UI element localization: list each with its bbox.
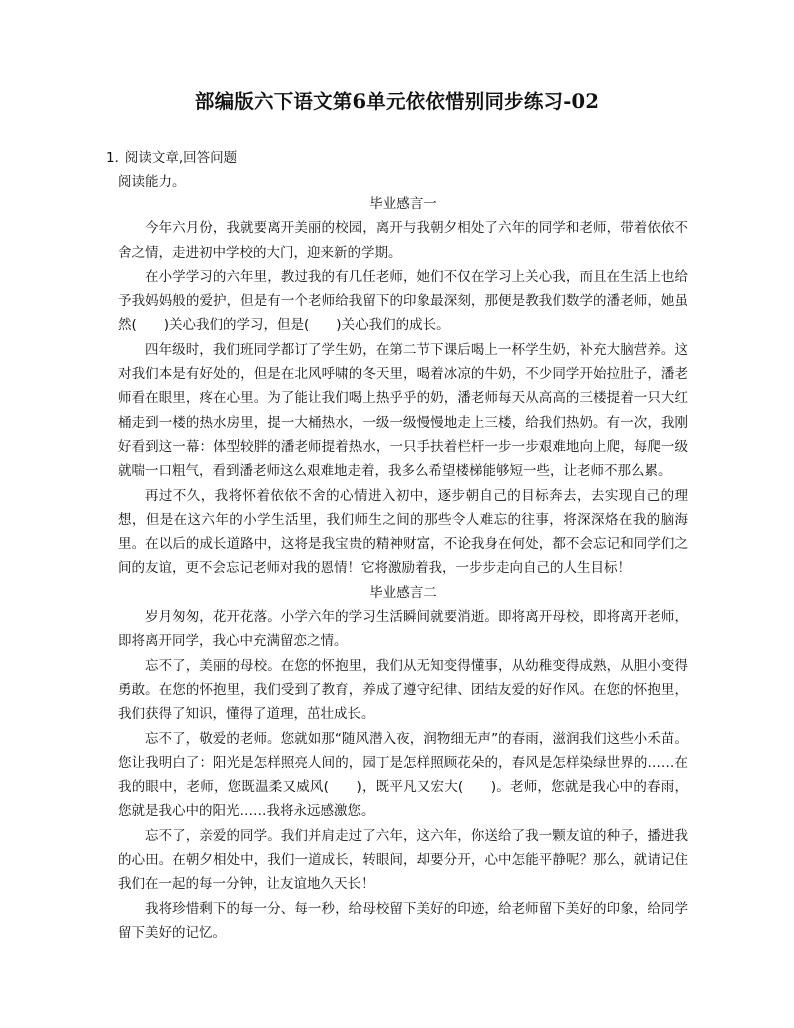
paragraph: 岁月匆匆，花开花落。小学六年的学习生活瞬间就要消逝。即将离开母校，即将离开老师，即将离开同学，我心中充满留恋之情。 xyxy=(118,609,688,650)
paragraph: 四年级时，我们班同学都订了学生奶，在第二节下课后喝上一杯学生奶，补充大脑营养。这对我们本是有好处的，但是在北风呼啸的冬天里，喝着冰凉的牛奶，不少同学开始拉肚子，潘老师看在眼里，疼在心里。为了能让我们喝上热乎乎的奶，潘老师每天从高高的三楼提着一只大红桶走到一楼的热水房里，提一大桶热水，一级一级慢慢地走上三楼，给我们热奶。有一次，我刚好看到这一幕：体型较胖的潘老师提着热水，一只手扶着栏杆一步一步艰难地向上爬，每爬一级就喘一口粗气，看到潘老师这么艰难地走着，我多么希望楼梯能够短一些，让老师不那么累。 xyxy=(118,341,688,480)
paragraph: 忘不了，亲爱的同学。我们并肩走过了六年，这六年，你送给了我一颗友谊的种子，播进我的心田。在朝夕相处中，我们一道成长，转眼间，却要分开，心中怎能平静呢？那么，就请记住我们在一起的每一分钟，让友谊地久天长！ xyxy=(118,827,688,893)
question-intro: 阅读能力。 xyxy=(118,174,186,190)
page-title: 部编版六下语文第6单元依依惜别同步练习-02 xyxy=(194,90,600,113)
paragraph: 我将珍惜剩下的每一分、每一秒，给母校留下美好的印迹，给老师留下美好的印象，给同学留下美好的记忆。 xyxy=(118,900,688,941)
paragraph: 再过不久，我将怀着依依不舍的心情进入初中，逐步朝自己的目标奔去，去实现自己的理想，但是在这六年的小学生活里，我们师生之间的那些令人难忘的往事，将深深烙在我的脑海里。在以后的成长道路中，这将是我宝贵的精神财富，不论我身在何处，都不会忘记和同学们之间的友谊，更不会忘记老师对我的恩情！它将激励着我，一步步走向自己的人生目标！ xyxy=(118,487,688,577)
question-number: 1. xyxy=(106,150,119,166)
paragraph: 忘不了，美丽的母校。在您的怀抱里，我们从无知变得懂事，从幼稚变得成熟，从胆小变得勇敢。在您的怀抱里，我们受到了教育，养成了遵守纪律、团结友爱的好作风。在您的怀抱里，我们获得了知识，懂得了道理，茁壮成长。 xyxy=(118,657,688,723)
section-heading: 毕业感言一 xyxy=(369,196,437,212)
paragraph: 今年六月份，我就要离开美丽的校园，离开与我朝夕相处了六年的同学和老师，带着依依不舍之情，走进初中学校的大门，迎来新的学期。 xyxy=(118,220,688,261)
paragraph: 忘不了，敬爱的老师。您就如那“随风潜入夜，润物细无声”的春雨，滋润我们这些小禾苗。您让我明白了：阳光是怎样照亮人间的，园丁是怎样照顾花朵的，春风是怎样染绿世界的……在我的眼中，老师，您既温柔又威风( )，既平凡又宏大( )。老师，您就是我心中的春雨，您就是我心中的阳光……我将永远感激您。 xyxy=(118,730,688,820)
question-line xyxy=(106,146,237,166)
question-label: 阅读文章,回答问题 xyxy=(124,150,238,166)
section-heading: 毕业感言二 xyxy=(369,584,437,601)
paragraph: 在小学学习的六年里，教过我的有几任老师，她们不仅在学习上关心我，而且在生活上也给予我妈妈般的爱护，但是有一个老师给我留下的印象最深刻，那便是教我们数学的潘老师，她虽然( )关心我们的学习，但是( )关心我们的成长。 xyxy=(118,268,688,334)
article-body xyxy=(118,192,688,945)
